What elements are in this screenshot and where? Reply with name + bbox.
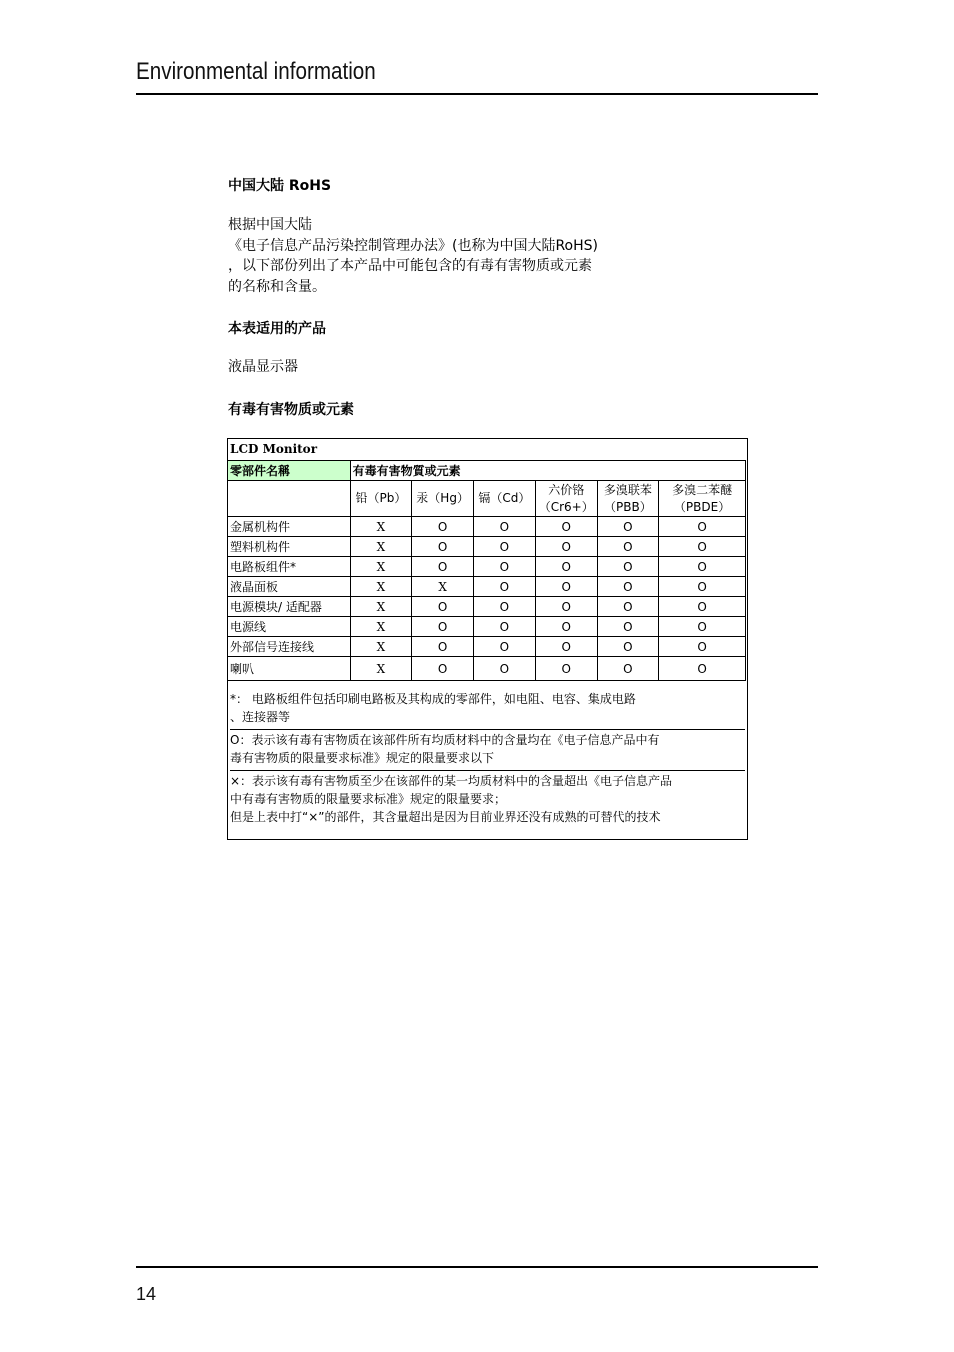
substance-value-cell: O [474,557,536,577]
part-name-cell: 金属机构件 [228,517,351,537]
column-header-line: 六价铬 [548,482,585,497]
table-row [228,577,746,597]
table-row [228,517,746,537]
page-header-title: Environmental information [136,58,376,85]
substance-column-header [350,481,412,517]
rohs-substance-table [227,460,746,681]
column-header-line: 汞（Hg） [416,491,469,505]
substance-value-cell: O [597,597,659,617]
substance-value-cell: O [597,557,659,577]
intro-line: 《电子信息产品污染控制管理办法》(也称为中国大陆RoHS) [228,237,599,254]
substance-value-cell: O [412,517,474,537]
applicable-product-text: 液晶显示器 [228,359,298,375]
substance-value-cell: X [350,597,412,617]
footer-rule [136,1266,818,1268]
substance-value-cell: O [412,557,474,577]
intro-line: ，以下部份列出了本产品中可能包含的有毒有害物质或元素 [228,258,592,274]
substance-value-cell: O [412,637,474,657]
substance-value-cell: X [350,577,412,597]
substance-value-cell: O [597,537,659,557]
substance-value-cell: O [535,637,597,657]
substance-value-cell: O [659,517,746,537]
rohs-table-box [227,438,748,840]
substance-value-cell: O [659,597,746,617]
substance-column-header [597,481,659,517]
substance-value-cell: O [597,577,659,597]
substance-value-cell: O [659,617,746,637]
substance-value-cell: O [597,657,659,681]
rohs-box-title: LCD Monitor [230,442,318,456]
substance-value-cell: X [350,657,412,681]
substance-value-cell: O [474,537,536,557]
empty-header-cell [228,481,351,517]
column-header-line: 多溴二苯醚 [672,482,733,497]
table-row [228,637,746,657]
column-header-line: （PBB） [604,499,652,514]
substance-value-cell: X [350,517,412,537]
table-note [230,771,745,829]
substance-value-cell: O [412,617,474,637]
substance-value-cell: X [350,537,412,557]
substance-value-cell: O [535,537,597,557]
section-title-substances: 有毒有害物质或元素 [228,402,354,418]
substance-value-cell: O [659,657,746,681]
substance-value-cell: O [535,557,597,577]
substance-value-cell: O [535,597,597,617]
note-line: 毒有害物质的限量要求标准》规定的限量要求以下 [230,751,495,765]
column-header-line: 镉（Cd） [478,491,531,505]
note-line: 、连接器等 [230,710,291,724]
table-row [228,597,746,617]
intro-line: 根据中国大陆 [228,217,312,233]
substance-value-cell: O [659,577,746,597]
table-row [228,617,746,637]
table-notes [230,689,745,829]
column-header-line: 铅（Pb） [355,491,407,505]
substance-value-cell: O [597,637,659,657]
substance-value-cell: X [350,617,412,637]
substance-value-cell: O [535,577,597,597]
part-name-cell: 液晶面板 [228,577,351,597]
substance-value-cell: O [474,617,536,637]
substance-value-cell: X [350,557,412,577]
substance-value-cell: O [659,557,746,577]
part-name-header: 零部件名稱 [228,461,351,481]
header-rule [136,93,818,95]
substance-value-cell: O [659,537,746,557]
substance-value-cell: O [474,657,536,681]
page-number: 14 [136,1284,157,1304]
substance-value-cell: O [597,617,659,637]
substance-value-cell: O [659,637,746,657]
substance-value-cell: O [535,657,597,681]
substance-value-cell: O [474,517,536,537]
column-header-line: （PBDE） [673,499,731,514]
part-name-cell: 塑料机构件 [228,537,351,557]
note-line: 中有毒有害物质的限量要求标准》规定的限量要求； [230,792,507,806]
part-name-cell: 外部信号连接线 [228,637,351,657]
intro-line: 的名称和含量。 [228,278,326,295]
table-row [228,657,746,681]
note-line: O：表示该有毒有害物质在该部件所有均质材料中的含量均在《电子信息产品中有 [230,733,660,747]
part-name-cell: 电源模块/ 适配器 [228,597,351,617]
substance-column-header [535,481,597,517]
substance-column-header [659,481,746,517]
table-note [230,730,745,771]
note-line: ×：表示该有毒有害物质至少在该部件的某一均质材料中的含量超出《电子信息产品 [230,774,673,788]
substance-header: 有毒有害物質或元素 [350,461,745,481]
rohs-intro-paragraph [228,215,598,297]
table-row [228,537,746,557]
substance-value-cell: X [412,577,474,597]
column-header-line: 多溴联苯 [603,482,652,497]
substance-value-cell: O [597,517,659,537]
column-header-line: （Cr6+） [538,499,594,514]
section-title-rohs: 中国大陆 RoHS [228,178,332,194]
substance-value-cell: O [535,517,597,537]
substance-value-cell: X [350,637,412,657]
substance-value-cell: O [412,537,474,557]
part-name-cell: 电路板组件* [228,557,351,577]
note-line: *： 电路板组件包括印刷电路板及其构成的零部件，如电阻、电容、集成电路 [230,692,636,706]
substance-value-cell: O [474,577,536,597]
table-row [228,557,746,577]
substance-value-cell: O [535,617,597,637]
substance-value-cell: O [474,597,536,617]
substance-value-cell: O [412,657,474,681]
substance-value-cell: O [474,637,536,657]
note-line: 但是上表中打“×”的部件，其含量超出是因为目前业界还没有成熟的可替代的技术 [230,810,661,824]
substance-column-header [474,481,536,517]
section-title-applicable-product: 本表适用的产品 [228,321,326,337]
part-name-cell: 电源线 [228,617,351,637]
table-note [230,689,745,730]
substance-column-header [412,481,474,517]
part-name-cell: 喇叭 [228,657,351,681]
substance-value-cell: O [412,597,474,617]
